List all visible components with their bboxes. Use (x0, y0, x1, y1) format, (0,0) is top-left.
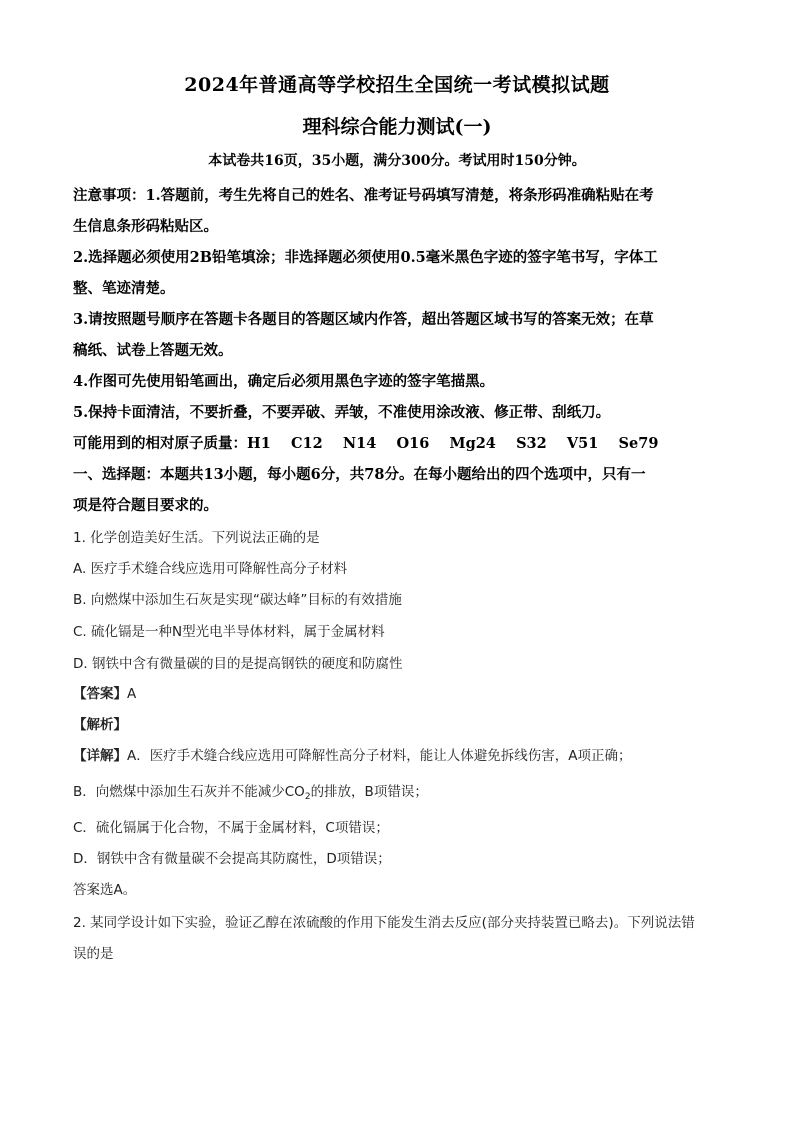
q2-stem-line-2: 误的是 (73, 946, 114, 962)
detail-a-text: A．医疗手术缝合线应选用可降解性高分子材料，能让人体避免拆线伤害，A项正确； (127, 748, 632, 764)
q1-answer (73, 682, 723, 702)
detail-label: 【详解】 (73, 748, 127, 764)
notice-5: 5.保持卡面清洁，不要折叠，不要弄破、弄皱，不准使用涂改液、修正带、刮纸刀。 (73, 404, 611, 421)
notice-3-line-2: 稿纸、试卷上答题无效。 (73, 342, 233, 359)
detail-b-post: 的排放，B项错误； (310, 784, 428, 800)
exam-subtitle: 理科综合能力测试(一) (302, 116, 492, 138)
exam-title: 2024年普通高等学校招生全国统一考试模拟试题 (184, 74, 610, 96)
q1-detail-b (73, 780, 723, 802)
q1-detail-d: D．钢铁中含有微量碳不会提高其防腐性，D项错误； (73, 851, 391, 867)
q1-detail-a (73, 744, 723, 764)
exam-info: 本试卷共16页，35小题，满分300分。考试用时150分钟。 (208, 153, 586, 169)
notice-3-line-1: 3.请按照题号顺序在答题卡各题目的答题区域内作答，超出答题区域书写的答案无效；在草 (73, 311, 654, 328)
atomic-mass-line: 可能用到的相对原子质量：H1 C12 N14 O16 Mg24 S32 V51 Se79 (73, 435, 659, 452)
answer-label: 【答案】 (73, 686, 127, 702)
q1-option-a: A. 医疗手术缝合线应选用可降解性高分子材料 (73, 561, 348, 577)
section-heading-line-2: 项是符合题目要求的。 (73, 497, 218, 514)
notice-1-line-2: 生信息条形码粘贴区。 (73, 218, 218, 235)
q1-stem: 1. 化学创造美好生活。下列说法正确的是 (73, 530, 320, 546)
notices-block (73, 180, 723, 521)
detail-b-pre: B．向燃煤中添加生石灰并不能减少CO (73, 784, 305, 800)
notice-4: 4.作图可先使用铅笔画出，确定后必须用黑色字迹的签字笔描黑。 (73, 373, 495, 390)
q2-stem-line-1: 2. 某同学设计如下实验，验证乙醇在浓硫酸的作用下能发生消去反应(部分夹持装置已略去)。下列说法错 (73, 915, 695, 931)
q1-analysis (73, 713, 723, 733)
q1-detail-c: C．硫化镉属于化合物，不属于金属材料，C项错误； (73, 820, 389, 836)
q1-option-d: D. 钢铁中含有微量碳的目的是提高钢铁的硬度和防腐性 (73, 656, 403, 672)
notice-2-line-2: 整、笔迹清楚。 (73, 280, 175, 297)
q1-option-c: C. 硫化镉是一种N型光电半导体材料，属于金属材料 (73, 624, 385, 640)
section-heading-line-1: 一、选择题：本题共13小题，每小题6分，共78分。在每小题给出的四个选项中，只有一 (73, 466, 646, 483)
detail-b-subscript: 2 (304, 792, 311, 802)
q1-conclusion: 答案选A。 (73, 882, 137, 898)
q1-option-b: B. 向燃煤中添加生石灰是实现“碳达峰”目标的有效措施 (73, 592, 402, 608)
analysis-label: 【解析】 (73, 717, 127, 733)
answer-value: A (127, 686, 137, 702)
notice-1-line-1: 注意事项：1.答题前，考生先将自己的姓名、准考证号码填写清楚，将条形码准确粘贴在考 (73, 187, 654, 204)
notice-2-line-1: 2.选择题必须使用2B铅笔填涂；非选择题必须使用0.5毫米黑色字迹的签字笔书写，字体工 (73, 249, 658, 266)
